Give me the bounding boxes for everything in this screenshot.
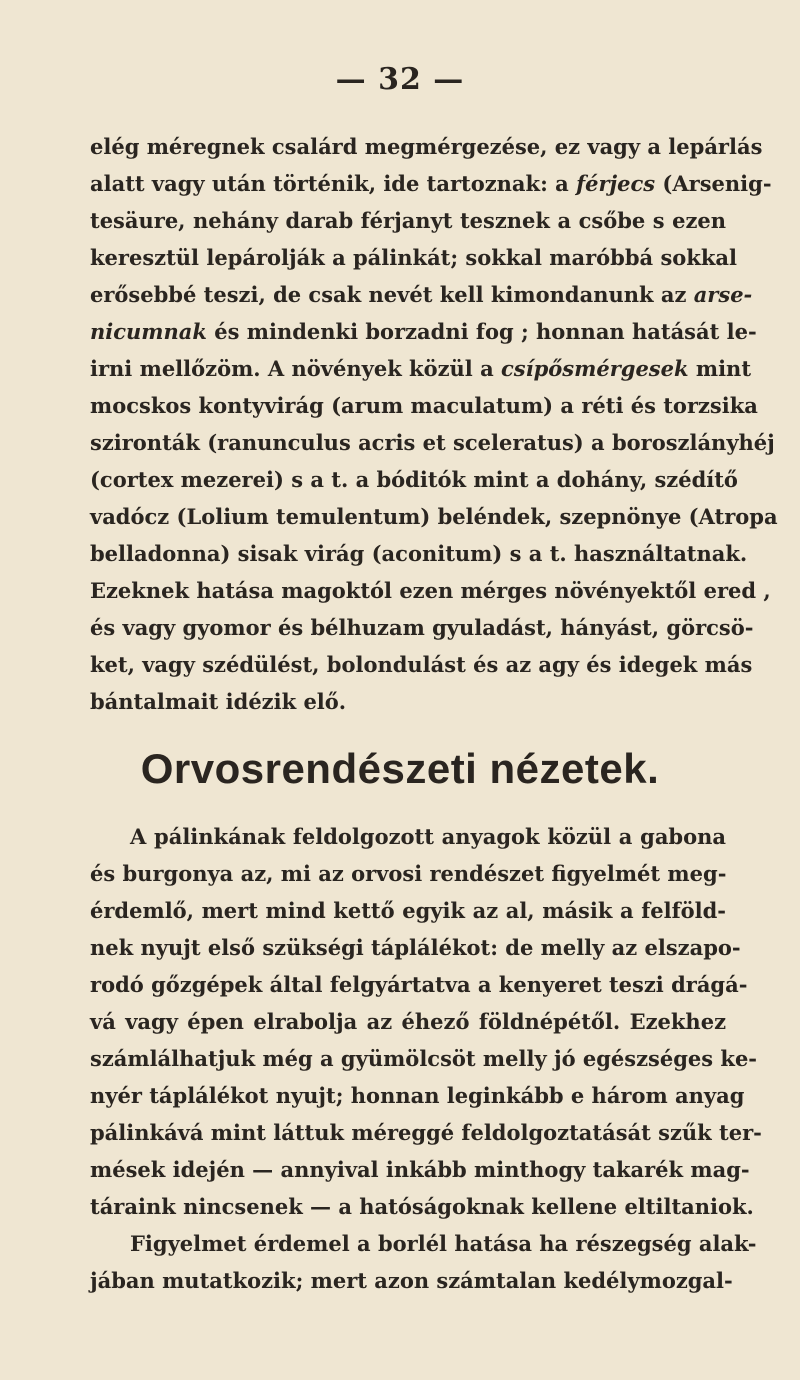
text-line: pálinkává mint láttuk méreggé feldolgoztatását szűk ter- <box>90 1120 762 1145</box>
text-line: erősebbé teszi, de csak nevét kell kimondanunk az arse- <box>90 282 753 307</box>
text-line: bántalmait idézik elő. <box>90 689 347 714</box>
text-line: Figyelmet érdemel a borlél hatása ha részegség alak- <box>130 1231 757 1256</box>
text-line: A pálinkának feldolgozott anyagok közül a gabona <box>130 824 726 849</box>
text-line: belladonna) sisak virág (aconitum) s a t. használtatnak. <box>90 541 748 566</box>
text-line: és burgonya az, mi az orvosi rendészet figyelmét meg- <box>90 861 727 886</box>
text-line: tesäure, nehány darab férjanyt tesznek a csőbe s ezen <box>90 208 726 233</box>
page-number: — 32 — <box>335 62 465 97</box>
text-line: nicumnak és mindenki borzadni fog ; honnan hatását le- <box>90 319 757 344</box>
text-line: mések idején — annyival inkább minthogy takarék mag- <box>90 1157 750 1182</box>
text-line: mocskos kontyvirág (arum maculatum) a réti és torzsika <box>90 393 758 418</box>
text-line: érdemlő, mert mind kettő egyik az al, másik a felföld- <box>90 898 726 923</box>
text-line: vadócz (Lolium temulentum) beléndek, szepnönye (Atropa <box>90 504 778 529</box>
text-line: elég méregnek csalárd megmérgezése, ez vagy a lepárlás <box>90 134 763 159</box>
text-line: vá vagy épen elrabolja az éhező földnépétől. Ezekhez <box>90 1009 726 1034</box>
text-line: (cortex mezerei) s a t. a bóditók mint a dohány, szédítő <box>90 467 738 492</box>
text-line: számlálhatjuk még a gyümölcsöt melly jó egészséges ke- <box>90 1046 758 1071</box>
section-heading: Orvosrendészeti nézetek. <box>140 745 660 792</box>
text-line: rodó gőzgépek által felgyártatva a kenyeret teszi drágá- <box>90 972 748 997</box>
paragraph-arsenic <box>90 128 778 720</box>
text-line: szironták (ranunculus acris et sceleratus) a boroszlányhéj <box>90 430 775 455</box>
text-line: alatt vagy után történik, ide tartoznak: a férjecs (Arsenig- <box>90 171 772 196</box>
text-line: jában mutatkozik; mert azon számtalan kedélymozgal- <box>90 1268 733 1293</box>
text-line: és vagy gyomor és bélhuzam gyuladást, hányást, görcsö- <box>90 615 754 640</box>
text-line: táraink nincsenek — a hatóságoknak kellene eltiltaniok. <box>90 1194 754 1219</box>
paragraph-policy <box>90 818 762 1299</box>
text-line: nek nyujt első szükségi táplálékot: de melly az elszapo- <box>90 935 741 960</box>
text-line: ket, vagy szédülést, bolondulást és az agy és idegek más <box>90 652 753 677</box>
text-line: keresztül lepárolják a pálinkát; sokkal maróbbá sokkal <box>90 245 737 270</box>
text-line: irni mellőzöm. A növények közül a csípősmérgesek mint <box>90 356 752 381</box>
text-line: nyér táplálékot nyujt; honnan leginkább e három anyag <box>90 1083 745 1108</box>
text-line: Ezeknek hatása magoktól ezen mérges növényektől ered , <box>90 578 771 603</box>
